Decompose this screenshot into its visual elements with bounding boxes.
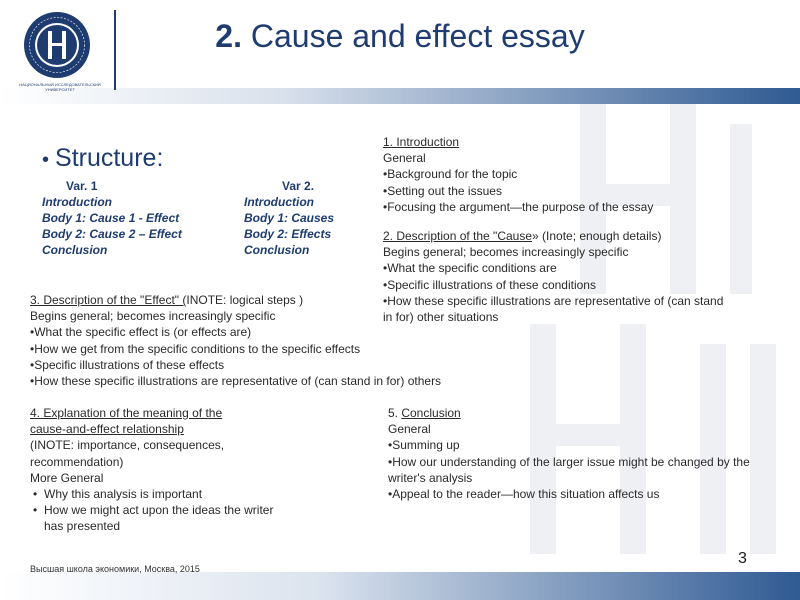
variant-line: Conclusion bbox=[42, 243, 108, 257]
section-bullet: •Appeal to the reader—how this situation affects us bbox=[388, 487, 660, 502]
section-introduction bbox=[383, 134, 703, 215]
variant-line: Introduction bbox=[244, 195, 314, 209]
section-explanation bbox=[30, 405, 280, 535]
variant-line: Introduction bbox=[42, 195, 112, 209]
section-bullet: • Why this analysis is important bbox=[30, 486, 280, 502]
section-bullet: •How we get from the specific conditions to the specific effects bbox=[30, 341, 361, 356]
section-bullet: •Specific illustrations of these effects bbox=[30, 357, 225, 372]
bullet-icon: • bbox=[42, 149, 50, 171]
section-bullet: •What the specific effect is (or effects are) bbox=[30, 325, 252, 340]
section-heading-text: 2. Description of the "Cause bbox=[383, 229, 533, 243]
section-line: General bbox=[383, 151, 426, 166]
page-title bbox=[0, 18, 800, 55]
section-heading-line: cause-and-effect relationship bbox=[30, 422, 184, 437]
variant-line: Body 1: Cause 1 - Effect bbox=[42, 211, 180, 225]
section-heading bbox=[383, 228, 728, 244]
title-number: 2. bbox=[215, 18, 242, 54]
section-bullet: •How these specific illustrations are representative of (can stand in for) others bbox=[30, 374, 442, 389]
section-conclusion bbox=[388, 405, 783, 502]
variant-2 bbox=[244, 178, 374, 258]
section-heading-text: 3. Description of the "Effect" ( bbox=[30, 293, 187, 307]
section-line: Begins general; becomes increasingly specific bbox=[383, 245, 629, 260]
section-heading bbox=[388, 405, 783, 421]
section-bullet: •Background for the topic bbox=[383, 167, 518, 182]
section-heading-suffix: INOTE: logical steps ) bbox=[186, 293, 304, 307]
section-bullet: •Setting out the issues bbox=[383, 183, 502, 198]
variant-2-title: Var 2. bbox=[282, 179, 315, 193]
section-bullet: •Summing up bbox=[388, 438, 460, 453]
structure-heading bbox=[42, 144, 163, 173]
variant-line: Body 2: Effects bbox=[244, 227, 332, 241]
section-bullet: •Focusing the argument—the purpose of the essay bbox=[383, 199, 654, 214]
section-bullet-list bbox=[30, 486, 280, 535]
page-number: 3 bbox=[738, 550, 747, 567]
variant-line: Conclusion bbox=[244, 243, 310, 257]
logo-caption: НАЦИОНАЛЬНЫЙ ИССЛЕДОВАТЕЛЬСКИЙ УНИВЕРСИТЕТ bbox=[19, 82, 101, 92]
footer-gradient-bar bbox=[0, 572, 800, 600]
section-heading bbox=[30, 292, 500, 308]
title-text: Cause and effect essay bbox=[250, 18, 585, 54]
section-line: General bbox=[388, 422, 431, 437]
structure-heading-text: Structure: bbox=[55, 144, 164, 172]
section-bullet: • How we might act upon the ideas the writer has presented bbox=[30, 502, 280, 534]
header-gradient-bar bbox=[0, 88, 800, 104]
structure-section bbox=[42, 144, 163, 173]
section-bullet: •What the specific conditions are bbox=[383, 261, 557, 276]
section-line: Begins general; becomes increasingly specific bbox=[30, 309, 276, 324]
section-bullet: •How these specific illustrations are representative of (can stand in for) other situations bbox=[383, 293, 724, 325]
section-line: (INOTE: importance, consequences, recommendation) bbox=[30, 438, 225, 469]
section-effect bbox=[30, 292, 500, 389]
section-bullet: •How our understanding of the larger issue might be changed by the writer's analysis bbox=[388, 454, 750, 485]
section-bullet: •Specific illustrations of these conditions bbox=[383, 277, 596, 292]
section-line: More General bbox=[30, 470, 104, 485]
section-heading-suffix: » (Inote; enough details) bbox=[532, 229, 662, 243]
variant-1 bbox=[42, 178, 232, 258]
variant-line: Body 1: Causes bbox=[244, 211, 335, 225]
variant-1-title: Var. 1 bbox=[66, 179, 98, 193]
section-heading: 1. Introduction bbox=[383, 135, 460, 149]
section-heading-line: 4. Explanation of the meaning of the bbox=[30, 406, 223, 420]
section-heading-text: Conclusion bbox=[401, 406, 461, 420]
section-number: 5. bbox=[388, 406, 402, 420]
footer-text: Высшая школа экономики, Москва, 2015 bbox=[30, 564, 200, 574]
variant-line: Body 2: Cause 2 – Effect bbox=[42, 227, 182, 241]
